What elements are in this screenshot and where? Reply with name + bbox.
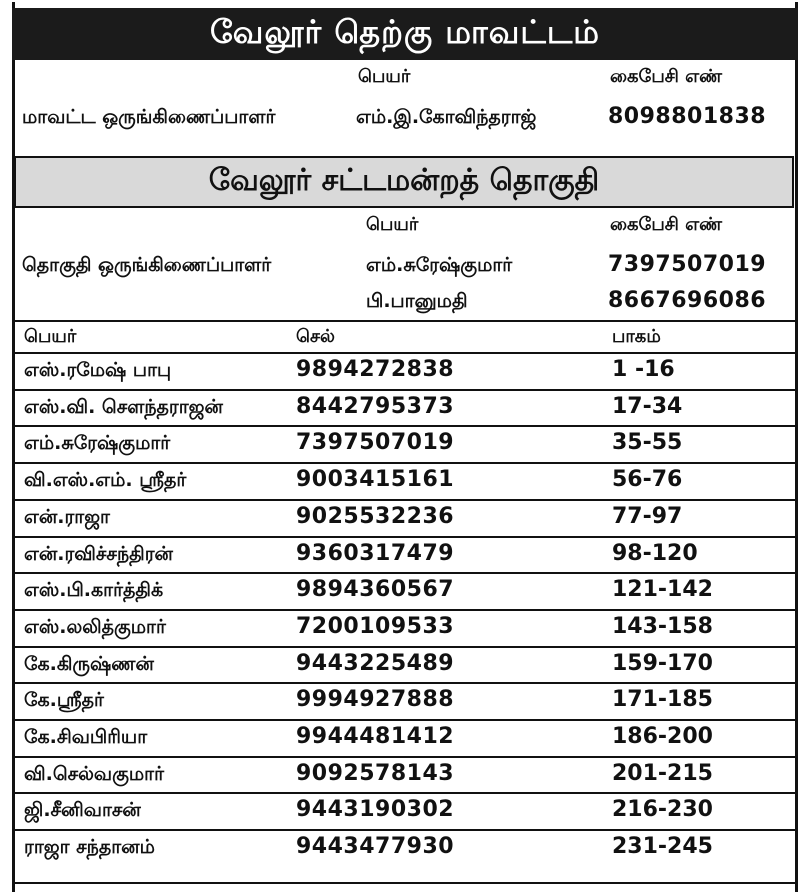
row-name: எஸ்.லலித்குமார் xyxy=(24,615,166,638)
table-row-divider xyxy=(15,425,795,427)
row-name: எஸ்.பி.கார்த்திக் xyxy=(24,579,164,602)
district-coordinator-name: எம்.இ.கோவிந்தராஜ் xyxy=(356,106,537,128)
row-phone: 9894360567 xyxy=(296,577,455,603)
district-name-header: பெயர் xyxy=(358,66,411,87)
district-coordinator-phone: 8098801838 xyxy=(608,104,767,129)
constituency-coordinator-name: எம்.சுரேஷ்குமார் xyxy=(366,254,513,276)
table-row-divider xyxy=(15,719,795,721)
row-name: எஸ்.ரமேஷ் பாபு xyxy=(24,359,172,381)
district-phone-header: கைபேசி எண் xyxy=(610,66,723,87)
row-phone: 9092578143 xyxy=(296,760,455,786)
constituency-coordinator-phone: 8667696086 xyxy=(608,288,767,313)
table-row-divider xyxy=(15,792,795,794)
constituency-name-header: பெயர் xyxy=(366,214,419,235)
table-row-divider xyxy=(15,572,795,574)
table-bottom-rule xyxy=(15,882,795,884)
row-phone: 8442795373 xyxy=(296,393,455,419)
table-row-divider xyxy=(15,609,795,611)
row-name: கே.ஸ்ரீதர் xyxy=(24,689,104,712)
row-phone: 9025532236 xyxy=(296,503,455,529)
table-row-divider xyxy=(15,682,795,684)
row-part: 159-170 xyxy=(612,650,713,676)
row-name: வி.எஸ்.எம். ஸ்ரீதர் xyxy=(24,469,187,492)
row-phone: 9894272838 xyxy=(296,357,455,382)
row-phone: 9360317479 xyxy=(296,540,455,566)
row-phone: 7200109533 xyxy=(296,613,455,639)
table-top-rule xyxy=(15,320,795,322)
table-row-divider xyxy=(15,462,795,464)
row-part: 35-55 xyxy=(612,430,683,456)
table-row-divider xyxy=(15,352,795,354)
table-row-divider xyxy=(15,536,795,538)
row-part: 143-158 xyxy=(612,613,713,639)
row-name: வி.செல்வகுமார் xyxy=(24,762,165,785)
constituency-coordinator-phone: 7397507019 xyxy=(608,252,767,277)
row-part: 216-230 xyxy=(612,797,713,823)
row-part: 17-34 xyxy=(612,393,683,419)
row-name: எஸ்.வி. சௌந்தராஜன் xyxy=(24,395,223,418)
table-row-divider xyxy=(15,756,795,758)
row-name: என்.ரவிச்சந்திரன் xyxy=(24,542,173,565)
row-name: ஜி.சீனிவாசன் xyxy=(24,799,141,822)
table-header-name: பெயர் xyxy=(24,326,77,347)
constituency-phone-header: கைபேசி எண் xyxy=(610,214,723,235)
table-row-divider xyxy=(15,829,795,831)
row-part: 98-120 xyxy=(612,540,698,566)
row-part: 56-76 xyxy=(612,467,683,493)
table-row-divider xyxy=(15,499,795,501)
row-phone: 9003415161 xyxy=(296,467,455,493)
row-phone: 9443190302 xyxy=(296,797,455,823)
row-part: 171-185 xyxy=(612,687,713,713)
row-phone: 7397507019 xyxy=(296,430,455,456)
constituency-title: வேலூர் சட்டமன்றத் தொகுதி xyxy=(14,156,794,208)
row-phone: 9994927888 xyxy=(296,687,455,713)
table-header-part: பாகம் xyxy=(612,326,661,347)
row-part: 77-97 xyxy=(612,503,683,529)
table-header-phone: செல் xyxy=(296,326,335,347)
constituency-coordinator-name: பி.பானுமதி xyxy=(366,290,468,312)
row-name: கே.கிருஷ்ணன் xyxy=(24,652,154,675)
row-part: 201-215 xyxy=(612,760,713,786)
row-phone: 9443477930 xyxy=(296,834,455,860)
district-title: வேலூர் தெற்கு மாவட்டம் xyxy=(12,8,798,60)
row-phone: 9443225489 xyxy=(296,650,455,676)
row-part: 186-200 xyxy=(612,724,713,749)
row-part: 121-142 xyxy=(612,577,713,603)
table-row-divider xyxy=(15,646,795,648)
row-part: 231-245 xyxy=(612,834,713,860)
row-name: எம்.சுரேஷ்குமார் xyxy=(24,432,171,455)
district-role: மாவட்ட ஒருங்கிணைப்பாளர் xyxy=(22,106,276,128)
table-row-divider xyxy=(15,389,795,391)
row-part: 1 -16 xyxy=(612,357,675,382)
constituency-role: தொகுதி ஒருங்கிணைப்பாளர் xyxy=(22,254,272,276)
row-phone: 9944481412 xyxy=(296,724,455,749)
row-name: என்.ராஜா xyxy=(24,505,110,528)
row-name: ராஜா சந்தானம் xyxy=(24,836,155,859)
row-name: கே.சிவபிரியா xyxy=(24,726,148,748)
